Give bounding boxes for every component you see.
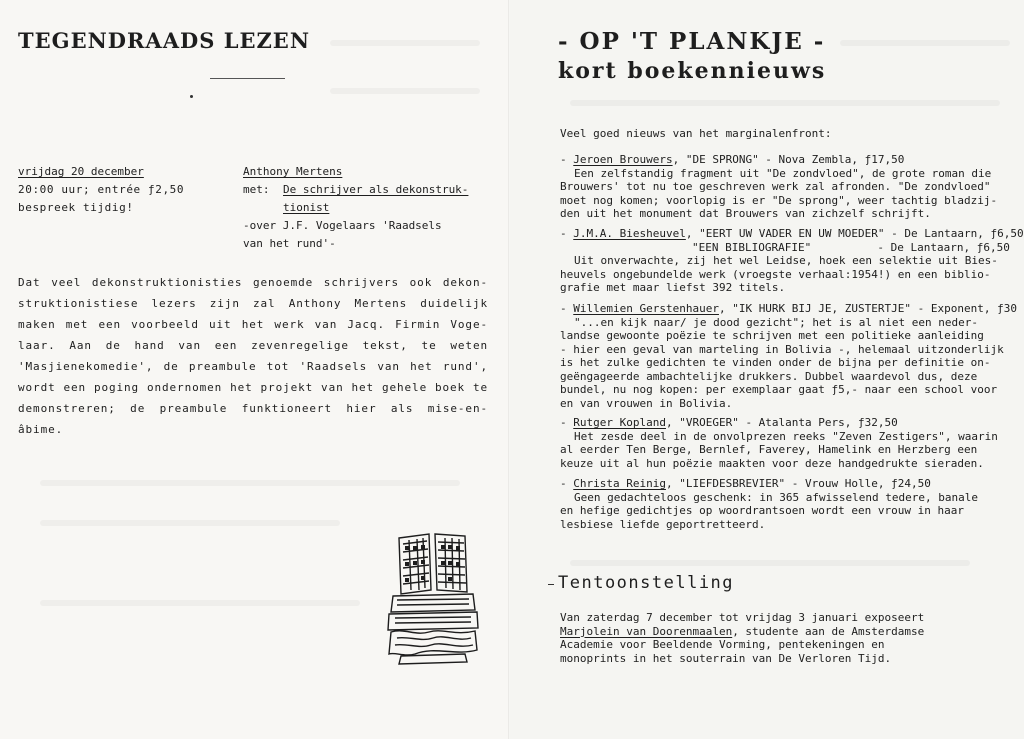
heading-dash bbox=[548, 584, 554, 585]
entry-text: bundel, nu nog kopen: per exemplaar gaat ƒ5,- naar een school voor bbox=[560, 383, 998, 396]
entry-text: geëngageerde ambachtelijke drukkers. Dubbel waardevol dus, deze bbox=[560, 369, 978, 383]
building-drawing bbox=[385, 530, 480, 665]
book-entry: - Rutger Kopland, "VROEGER" - Atalanta Pers, ƒ32,50 Het zesde deel in de onvolprezen reeks "Zeven Zestigers", waarin al eerder Ten Berge, Bernlef, Faverey, Hamelink en Herzberg een keuze uit al hun poëzie maakten voor deze handgedrukte sieraden. bbox=[560, 416, 998, 470]
entry-text: Een zelfstandig fragment uit "De zondvloed", de grote roman die bbox=[574, 166, 992, 180]
entry-author: Willemien Gerstenhauer bbox=[573, 302, 719, 315]
exhibition-line: Van zaterdag 7 december tot vrijdag 3 januari exposeert bbox=[560, 611, 925, 624]
event-note: bespreek tijdig! bbox=[18, 201, 134, 214]
show-through bbox=[40, 520, 340, 526]
event-topic-line3: -over J.F. Vogelaars 'Raadsels bbox=[243, 219, 442, 232]
section-subtitle: kort boekennieuws bbox=[558, 58, 827, 84]
entry-details: , "LIEFDESBREVIER" - Vrouw Holle, ƒ24,50 bbox=[665, 477, 931, 490]
entry-text: grafie met maar liefst 392 titels. bbox=[560, 281, 786, 294]
entry-details-2: "EEN BIBLIOGRAFIE" - De Lantaarn, ƒ6,50 bbox=[692, 240, 1010, 254]
event-topic-prefix: met: bbox=[243, 183, 270, 196]
entry-text: Geen gedachteloos geschenk: in 365 afwisselend tedere, banale bbox=[574, 490, 978, 504]
exhibition-line: Academie voor Beeldende Vorming, pentekeningen en bbox=[560, 638, 885, 651]
entry-text: landse gewoonte poëzie te schrijven met een politieke aanleiding bbox=[560, 329, 984, 342]
entry-text: - hier een geval van marteling in Bolivia -, helemaal uitzonderlijk bbox=[560, 342, 1004, 356]
event-topic-line4: van het rund'- bbox=[243, 237, 336, 250]
book-entry: - Willemien Gerstenhauer, "IK HURK BIJ JE, ZUSTERTJE" - Exponent, ƒ30 "...en kijk naar/ je dood gezicht"; het is al niet een neder- landse gewoonte poëzie te schrijven met een politieke aanleiding - hier een geval van marteling in Bolivia -, helemaal uitzonderlijk is het zulke gedichten te vinden onder de bijna per definitie on- geëngageerde ambachtelijke drukkers. Dubbel waardevol dus, deze bundel, nu nog kopen: per exemplaar gaat ƒ5,- naar een school voor en van vrouwen in Bolivia. bbox=[560, 302, 1017, 410]
entry-details: , "DE SPRONG" - Nova Zembla, ƒ17,50 bbox=[672, 153, 905, 166]
show-through bbox=[40, 600, 360, 606]
entry-text: moet nog komen; voorlopig is er "De sprong", weer tachtig bladzij- bbox=[560, 193, 998, 207]
artist-name: Marjolein van Doorenmaalen bbox=[560, 624, 733, 638]
entry-details: , "IK HURK BIJ JE, ZUSTERTJE" - Exponent, ƒ30 bbox=[718, 302, 1017, 315]
show-through bbox=[840, 40, 1010, 46]
divider bbox=[210, 78, 285, 79]
entry-text: al eerder Ten Berge, Bernlef, Faverey, Hamelink en Herzberg een bbox=[560, 443, 978, 456]
entry-author: Christa Reinig bbox=[573, 477, 666, 490]
entry-text: "...en kijk naar/ je dood gezicht"; het is al niet een neder- bbox=[574, 315, 978, 329]
event-speaker: Anthony Mertens bbox=[243, 165, 343, 178]
event-description: Dat veel dekonstruktionisties genoemde schrijvers ook dekon-struktionistiese lezers zijn zal Anthony Mertens duidelijk maken met een voorbeeld uit het werk van Jacq. Firmin Voge-laar. Aan de hand van een zevenregelige tekst, te weten 'Masjienekomedie', de preambule tot 'Raadsels van het rund', wordt een poging ondernomen het projekt van het gehele boek te demonstreren; de preambule funktioneert hier als mise-en-âbime. bbox=[18, 276, 488, 436]
section-title: - OP 'T PLANKJE - bbox=[558, 28, 826, 55]
show-through bbox=[570, 100, 1000, 106]
show-through bbox=[330, 88, 480, 94]
exhibition-text bbox=[560, 611, 924, 665]
exhibition-heading: Tentoonstelling bbox=[558, 573, 735, 593]
left-page bbox=[0, 0, 510, 739]
entry-author: Jeroen Brouwers bbox=[573, 153, 673, 166]
entry-text: Brouwers' tot nu toe geschreven werk zal afronden. "De zondvloed" bbox=[560, 180, 991, 193]
show-through bbox=[330, 40, 480, 46]
entry-text: Het zesde deel in de onvolprezen reeks "Zeven Zestigers", waarin bbox=[574, 429, 998, 443]
news-intro: Veel goed nieuws van het marginalenfront: bbox=[560, 127, 832, 140]
exhibition-line: monoprints in het souterrain van De Verloren Tijd. bbox=[560, 651, 892, 665]
show-through bbox=[570, 560, 970, 566]
book-entry: - Jeroen Brouwers, "DE SPRONG" - Nova Zembla, ƒ17,50 Een zelfstandig fragment uit "De zondvloed", de grote roman die Brouwers' tot nu toe geschreven werk zal afronden. "De zondvloed" moet nog komen; voorlopig is er "De sprong", weer tachtig bladzij- den uit het monument dat Brouwers van zichzelf schrijft. bbox=[560, 153, 998, 220]
book-entry: - Christa Reinig, "LIEFDESBREVIER" - Vrouw Holle, ƒ24,50 Geen gedachteloos geschenk: in 365 afwisselend tedere, banale en hefige gedichtjes op woordrantsoen wordt een vrouw in haar lesbiese liefde geportretteerd. bbox=[560, 477, 978, 531]
event-date: vrijdag 20 december bbox=[18, 165, 144, 178]
event-time-price: 20:00 uur; entrée ƒ2,50 bbox=[18, 183, 185, 196]
entry-text: is het zulke gedichten te vinden onder de bijna per definitie on- bbox=[560, 356, 991, 369]
entry-text: den uit het monument dat Brouwers van zichzelf schrijft. bbox=[560, 207, 931, 220]
entry-text: heuvels ongebundelde werk (vroegste verhaal:1954!) en een biblio- bbox=[560, 267, 991, 281]
entry-details: , "EERT UW VADER EN UW MOEDER" - De Lantaarn, ƒ6,50 bbox=[685, 227, 1024, 240]
entry-details: , "VROEGER" - Atalanta Pers, ƒ32,50 bbox=[665, 416, 898, 429]
event-topic-line2: tionist bbox=[283, 201, 330, 214]
page-title: TEGENDRAADS LEZEN bbox=[18, 28, 311, 53]
show-through bbox=[40, 480, 460, 486]
exhibition-line: , studente aan de Amsterdamse bbox=[732, 624, 925, 638]
entry-text: en van vrouwen in Bolivia. bbox=[560, 396, 733, 410]
entry-text: en hefige gedichtjes op woordrantsoen wordt een vrouw in haar bbox=[560, 504, 964, 517]
entry-author: Rutger Kopland bbox=[573, 416, 666, 429]
entry-text: keuze uit al hun poëzie maakten voor deze handgedrukte sieraden. bbox=[560, 456, 984, 470]
entry-text: lesbiese liefde geportretteerd. bbox=[560, 517, 766, 531]
dot bbox=[190, 95, 193, 98]
entry-text: Uit onverwachte, zij het wel Leidse, hoek een selektie uit Bies- bbox=[574, 254, 998, 267]
right-page bbox=[510, 0, 1024, 739]
event-topic-line1: De schrijver als dekonstruk- bbox=[283, 183, 469, 196]
entry-author: J.M.A. Biesheuvel bbox=[573, 227, 686, 240]
book-entry: - J.M.A. Biesheuvel, "EERT UW VADER EN UW MOEDER" - De Lantaarn, ƒ6,50 "EEN BIBLIOGRAFIE" - De Lantaarn, ƒ6,50 Uit onverwachte, zij het wel Leidse, hoek een selektie uit Bies- heuvels ongebundelde werk (vroegste verhaal:1954!) en een biblio- grafie met maar liefst 392 titels. bbox=[560, 227, 1024, 294]
